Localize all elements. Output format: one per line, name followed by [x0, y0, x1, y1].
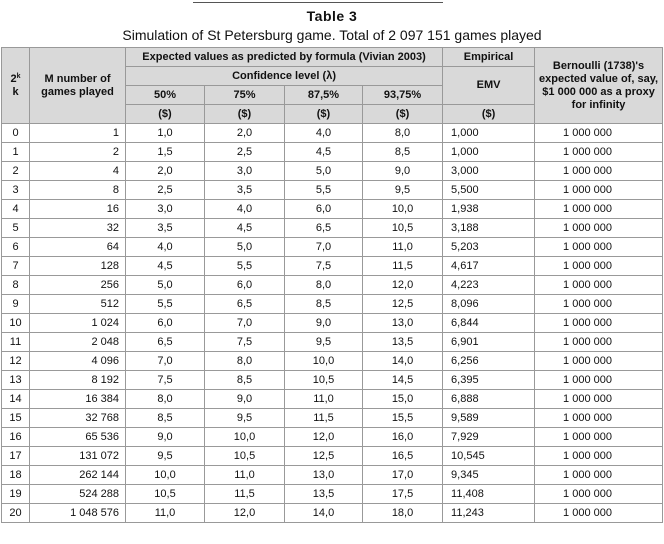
ev-75-cell: 2,0: [205, 124, 285, 143]
bernoulli-cell: 1 000 000: [535, 124, 663, 143]
games-cell: 4: [30, 162, 126, 181]
k-cell: 13: [2, 371, 30, 390]
ev-87-5-cell: 8,0: [285, 276, 363, 295]
ev-50-cell: 2,0: [126, 162, 205, 181]
ev-93-75-cell: 15,0: [363, 390, 443, 409]
k-cell: 3: [2, 181, 30, 200]
ev-75-cell: 7,0: [205, 314, 285, 333]
ev-75-cell: 4,0: [205, 200, 285, 219]
table-subtitle: Simulation of St Petersburg game. Total of 2 097 151 games played: [122, 27, 542, 43]
ev-75-cell: 4,5: [205, 219, 285, 238]
ev-87-5-cell: 13,5: [285, 485, 363, 504]
k-cell: 6: [2, 238, 30, 257]
k-column-header: 2$^k$ k: [2, 48, 30, 124]
ev-50-cell: 4,5: [126, 257, 205, 276]
ev-93-75-cell: 17,0: [363, 466, 443, 485]
ev-75-cell: 5,5: [205, 257, 285, 276]
ev-50-cell: 4,0: [126, 238, 205, 257]
ev-50-cell: 6,0: [126, 314, 205, 333]
ev-87-5-cell: 5,0: [285, 162, 363, 181]
ev-93-75-cell: 13,5: [363, 333, 443, 352]
emv-cell: 1,938: [443, 200, 535, 219]
ev-93-75-cell: 9,5: [363, 181, 443, 200]
table-row: [2, 466, 663, 485]
ev-50-cell: 9,5: [126, 447, 205, 466]
table-body: [2, 124, 663, 523]
emv-cell: 3,188: [443, 219, 535, 238]
emv-cell: 4,617: [443, 257, 535, 276]
ev-50-cell: 6,5: [126, 333, 205, 352]
table-row: [2, 295, 663, 314]
bernoulli-cell: 1 000 000: [535, 428, 663, 447]
ev-93-75-cell: 12,0: [363, 276, 443, 295]
ev-93-75-cell: 13,0: [363, 314, 443, 333]
table-row: [2, 124, 663, 143]
bernoulli-cell: 1 000 000: [535, 143, 663, 162]
games-cell: 8: [30, 181, 126, 200]
emv-cell: 1,000: [443, 124, 535, 143]
bernoulli-cell: 1 000 000: [535, 219, 663, 238]
k-cell: 2: [2, 162, 30, 181]
bernoulli-cell: 1 000 000: [535, 352, 663, 371]
unit-header: ($): [126, 105, 205, 124]
ev-75-cell: 8,5: [205, 371, 285, 390]
k-cell: 0: [2, 124, 30, 143]
ev-50-cell: 3,5: [126, 219, 205, 238]
games-cell: 2: [30, 143, 126, 162]
ev-75-cell: 6,5: [205, 295, 285, 314]
ev-87-5-cell: 5,5: [285, 181, 363, 200]
ev-75-cell: 10,5: [205, 447, 285, 466]
ev-50-cell: 10,0: [126, 466, 205, 485]
ev-50-cell: 1,0: [126, 124, 205, 143]
ev-75-cell: 6,0: [205, 276, 285, 295]
ev-50-cell: 1,5: [126, 143, 205, 162]
table-row: [2, 219, 663, 238]
table-row: [2, 447, 663, 466]
k-cell: 19: [2, 485, 30, 504]
ev-50-cell: 5,0: [126, 276, 205, 295]
bernoulli-header: Bernoulli (1738)'s expected value of, say, $1 000 000 as a proxy for infinity: [535, 48, 663, 124]
ev-50-cell: 9,0: [126, 428, 205, 447]
table-row: [2, 257, 663, 276]
ev-93-75-cell: 14,5: [363, 371, 443, 390]
ev-50-cell: 3,0: [126, 200, 205, 219]
bernoulli-cell: 1 000 000: [535, 181, 663, 200]
ev-87-5-cell: 7,5: [285, 257, 363, 276]
top-rule: [193, 2, 443, 3]
table-row: [2, 390, 663, 409]
k-cell: 5: [2, 219, 30, 238]
games-cell: 32: [30, 219, 126, 238]
games-cell: 512: [30, 295, 126, 314]
ev-50-cell: 5,5: [126, 295, 205, 314]
level-75-header: 75%: [205, 86, 285, 105]
ev-87-5-cell: 6,5: [285, 219, 363, 238]
k-cell: 16: [2, 428, 30, 447]
ev-87-5-cell: 4,5: [285, 143, 363, 162]
ev-93-75-cell: 15,5: [363, 409, 443, 428]
ev-87-5-cell: 12,0: [285, 428, 363, 447]
ev-50-cell: 2,5: [126, 181, 205, 200]
bernoulli-cell: 1 000 000: [535, 276, 663, 295]
table-row: [2, 181, 663, 200]
games-cell: 8 192: [30, 371, 126, 390]
games-cell: 16 384: [30, 390, 126, 409]
ev-93-75-cell: 18,0: [363, 504, 443, 523]
emv-cell: 5,203: [443, 238, 535, 257]
games-cell: 32 768: [30, 409, 126, 428]
games-cell: 2 048: [30, 333, 126, 352]
emv-header: EMV: [443, 67, 535, 105]
table-row: [2, 409, 663, 428]
ev-75-cell: 11,5: [205, 485, 285, 504]
emv-cell: 5,500: [443, 181, 535, 200]
games-cell: 16: [30, 200, 126, 219]
games-cell: 64: [30, 238, 126, 257]
level-50-header: 50%: [126, 86, 205, 105]
ev-75-cell: 8,0: [205, 352, 285, 371]
ev-93-75-cell: 9,0: [363, 162, 443, 181]
games-cell: 4 096: [30, 352, 126, 371]
table-row: [2, 162, 663, 181]
k-cell: 15: [2, 409, 30, 428]
table-row: [2, 238, 663, 257]
confidence-level-header: Confidence level (λ): [126, 67, 443, 86]
games-cell: 256: [30, 276, 126, 295]
ev-87-5-cell: 11,5: [285, 409, 363, 428]
empirical-header: Empirical: [443, 48, 535, 67]
k-cell: 4: [2, 200, 30, 219]
ev-93-75-cell: 17,5: [363, 485, 443, 504]
ev-50-cell: 11,0: [126, 504, 205, 523]
k-cell: 8: [2, 276, 30, 295]
ev-87-5-cell: 8,5: [285, 295, 363, 314]
ev-50-cell: 10,5: [126, 485, 205, 504]
ev-87-5-cell: 11,0: [285, 390, 363, 409]
ev-87-5-cell: 9,0: [285, 314, 363, 333]
bernoulli-cell: 1 000 000: [535, 333, 663, 352]
emv-cell: 6,844: [443, 314, 535, 333]
games-cell: 131 072: [30, 447, 126, 466]
emv-cell: 8,096: [443, 295, 535, 314]
ev-75-cell: 9,5: [205, 409, 285, 428]
bernoulli-cell: 1 000 000: [535, 447, 663, 466]
games-cell: 524 288: [30, 485, 126, 504]
emv-cell: 9,589: [443, 409, 535, 428]
ev-93-75-cell: 16,0: [363, 428, 443, 447]
unit-header: ($): [205, 105, 285, 124]
unit-header: ($): [363, 105, 443, 124]
k-cell: 14: [2, 390, 30, 409]
ev-93-75-cell: 12,5: [363, 295, 443, 314]
ev-87-5-cell: 4,0: [285, 124, 363, 143]
ev-50-cell: 7,0: [126, 352, 205, 371]
table-row: [2, 352, 663, 371]
ev-87-5-cell: 12,5: [285, 447, 363, 466]
table-row: [2, 143, 663, 162]
ev-93-75-cell: 11,0: [363, 238, 443, 257]
ev-50-cell: 7,5: [126, 371, 205, 390]
emv-cell: 7,929: [443, 428, 535, 447]
ev-93-75-cell: 16,5: [363, 447, 443, 466]
emv-cell: 6,395: [443, 371, 535, 390]
k-cell: 17: [2, 447, 30, 466]
ev-93-75-cell: 14,0: [363, 352, 443, 371]
level-87-5-header: 87,5%: [285, 86, 363, 105]
games-cell: 1 024: [30, 314, 126, 333]
k-cell: 9: [2, 295, 30, 314]
ev-93-75-cell: 10,5: [363, 219, 443, 238]
k-cell: 20: [2, 504, 30, 523]
k-cell: 11: [2, 333, 30, 352]
ev-87-5-cell: 13,0: [285, 466, 363, 485]
bernoulli-cell: 1 000 000: [535, 314, 663, 333]
ev-93-75-cell: 10,0: [363, 200, 443, 219]
m-column-header: M number of games played: [30, 48, 126, 124]
ev-75-cell: 3,0: [205, 162, 285, 181]
bernoulli-cell: 1 000 000: [535, 466, 663, 485]
games-cell: 128: [30, 257, 126, 276]
ev-50-cell: 8,0: [126, 390, 205, 409]
bernoulli-cell: 1 000 000: [535, 504, 663, 523]
games-cell: 65 536: [30, 428, 126, 447]
ev-75-cell: 9,0: [205, 390, 285, 409]
k-cell: 1: [2, 143, 30, 162]
emv-cell: 1,000: [443, 143, 535, 162]
table-row: [2, 200, 663, 219]
ev-50-cell: 8,5: [126, 409, 205, 428]
k-cell: 18: [2, 466, 30, 485]
bernoulli-cell: 1 000 000: [535, 238, 663, 257]
bernoulli-cell: 1 000 000: [535, 200, 663, 219]
table-row: [2, 504, 663, 523]
ev-87-5-cell: 14,0: [285, 504, 363, 523]
emv-cell: 6,901: [443, 333, 535, 352]
ev-75-cell: 2,5: [205, 143, 285, 162]
ev-75-cell: 10,0: [205, 428, 285, 447]
k-cell: 10: [2, 314, 30, 333]
ev-75-cell: 5,0: [205, 238, 285, 257]
table-title: Table 3: [306, 8, 358, 24]
emv-cell: 11,408: [443, 485, 535, 504]
ev-93-75-cell: 11,5: [363, 257, 443, 276]
ev-75-cell: 3,5: [205, 181, 285, 200]
ev-75-cell: 12,0: [205, 504, 285, 523]
table-row: [2, 485, 663, 504]
simulation-table: [1, 47, 663, 523]
k-cell: 7: [2, 257, 30, 276]
ev-93-75-cell: 8,5: [363, 143, 443, 162]
bernoulli-cell: 1 000 000: [535, 371, 663, 390]
ev-75-cell: 7,5: [205, 333, 285, 352]
ev-87-5-cell: 7,0: [285, 238, 363, 257]
emv-cell: 9,345: [443, 466, 535, 485]
games-cell: 1 048 576: [30, 504, 126, 523]
unit-header: ($): [443, 105, 535, 124]
ev-87-5-cell: 10,5: [285, 371, 363, 390]
ev-87-5-cell: 6,0: [285, 200, 363, 219]
bernoulli-cell: 1 000 000: [535, 409, 663, 428]
level-93-75-header: 93,75%: [363, 86, 443, 105]
bernoulli-cell: 1 000 000: [535, 162, 663, 181]
bernoulli-cell: 1 000 000: [535, 485, 663, 504]
bernoulli-cell: 1 000 000: [535, 390, 663, 409]
bernoulli-cell: 1 000 000: [535, 295, 663, 314]
table-row: [2, 314, 663, 333]
table-row: [2, 371, 663, 390]
emv-cell: 3,000: [443, 162, 535, 181]
emv-cell: 4,223: [443, 276, 535, 295]
table-row: [2, 333, 663, 352]
ev-75-cell: 11,0: [205, 466, 285, 485]
emv-cell: 11,243: [443, 504, 535, 523]
games-cell: 262 144: [30, 466, 126, 485]
unit-header: ($): [285, 105, 363, 124]
emv-cell: 6,256: [443, 352, 535, 371]
ev-93-75-cell: 8,0: [363, 124, 443, 143]
table-row: [2, 428, 663, 447]
ev-87-5-cell: 9,5: [285, 333, 363, 352]
k-cell: 12: [2, 352, 30, 371]
ev-87-5-cell: 10,0: [285, 352, 363, 371]
emv-cell: 6,888: [443, 390, 535, 409]
emv-cell: 10,545: [443, 447, 535, 466]
games-cell: 1: [30, 124, 126, 143]
bernoulli-cell: 1 000 000: [535, 257, 663, 276]
expected-values-header: Expected values as predicted by formula (Vivian 2003): [126, 48, 443, 67]
table-row: [2, 276, 663, 295]
